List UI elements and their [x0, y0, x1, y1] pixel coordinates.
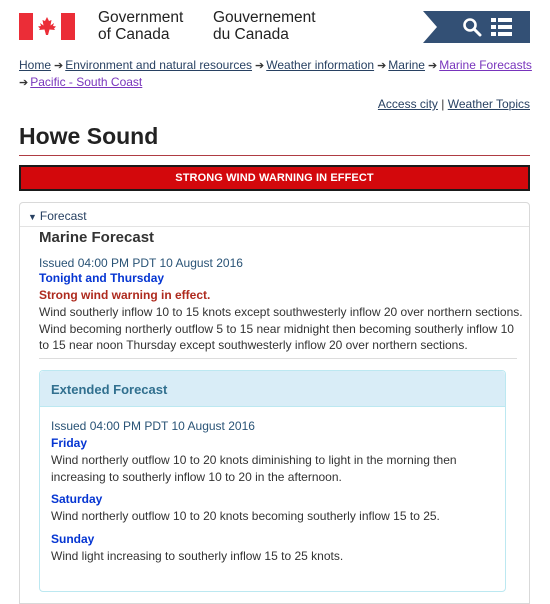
extended-forecast-header — [40, 371, 505, 407]
arrow-right-icon: ➔ — [19, 77, 29, 89]
triangle-down-icon: ▼ — [28, 212, 37, 222]
extended-day-friday: Friday — [51, 436, 88, 450]
extended-issued-time: Issued 04:00 PM PDT 10 August 2016 — [51, 419, 255, 433]
breadcrumb — [19, 57, 534, 91]
gov-fr-line1: Gouvernement — [213, 9, 316, 26]
extended-text-sunday: Wind light increasing to southerly inflow 15 to 25 knots. — [51, 549, 344, 563]
canada-flag-icon[interactable] — [19, 13, 75, 40]
breadcrumb-pacific-south-coast[interactable]: Pacific - South Coast — [30, 75, 143, 89]
arrow-right-icon: ➔ — [427, 60, 438, 72]
access-separator: | — [441, 97, 445, 111]
government-of-canada-wordmark[interactable] — [98, 9, 183, 43]
extended-forecast-panel — [39, 370, 506, 592]
menu-icon[interactable] — [491, 18, 512, 36]
site-header — [0, 0, 550, 52]
marine-warning-text: Strong wind warning in effect. — [39, 288, 211, 302]
title-divider — [19, 155, 530, 156]
search-icon[interactable] — [462, 17, 482, 37]
gov-fr-line2: du Canada — [213, 26, 289, 43]
weather-topics-link[interactable]: Weather Topics — [447, 97, 530, 111]
breadcrumb-marine-forecasts[interactable]: Marine Forecasts — [439, 58, 532, 72]
forecast-panel — [19, 202, 530, 604]
extended-day-saturday: Saturday — [51, 492, 103, 506]
forecast-toggle[interactable] — [28, 209, 87, 223]
access-links — [378, 97, 530, 111]
arrow-right-icon: ➔ — [255, 60, 265, 72]
section-divider — [39, 358, 517, 359]
extended-forecast-title: Extended Forecast — [51, 382, 168, 397]
marine-issued-time: Issued 04:00 PM PDT 10 August 2016 — [39, 256, 243, 270]
breadcrumb-environment[interactable]: Environment and natural resources — [65, 58, 253, 72]
marine-forecast-title: Marine Forecast — [39, 229, 155, 246]
breadcrumb-weather-information[interactable]: Weather information — [266, 58, 375, 72]
breadcrumb-marine[interactable]: Marine — [388, 58, 425, 72]
extended-day-sunday: Sunday — [51, 532, 95, 546]
page-title: Howe Sound — [19, 123, 159, 149]
breadcrumb-home[interactable]: Home — [19, 58, 52, 72]
gov-en-line1: Government — [98, 9, 184, 26]
arrow-right-icon: ➔ — [377, 60, 387, 72]
access-city-link[interactable]: Access city — [377, 97, 438, 111]
panel-divider — [20, 226, 529, 227]
gouvernement-du-canada-wordmark[interactable] — [213, 9, 316, 43]
extended-text-friday: Wind northerly outflow 10 to 20 knots diminishing to light in the morning then increasing to southerly inflow 10 to 20 in the afternoon. — [51, 453, 457, 484]
gov-en-line2: of Canada — [98, 26, 170, 43]
arrow-right-icon: ➔ — [54, 60, 64, 72]
warning-banner[interactable]: STRONG WIND WARNING IN EFFECT — [19, 165, 530, 191]
search-menu-bar — [423, 11, 530, 43]
forecast-toggle-label: Forecast — [39, 209, 87, 223]
extended-text-saturday: Wind northerly outflow 10 to 20 knots becoming southerly inflow 15 to 25. — [51, 509, 440, 523]
marine-forecast-text: Wind southerly inflow 10 to 15 knots except southwesterly inflow 20 over northern sections. Wind becoming northerly outflow 5 to 15 near midnight then becoming southerly inflow 10 to 15 near noon Thursday except southwesterly inflow 20 over northern sections. — [39, 305, 523, 352]
marine-period: Tonight and Thursday — [39, 271, 165, 285]
